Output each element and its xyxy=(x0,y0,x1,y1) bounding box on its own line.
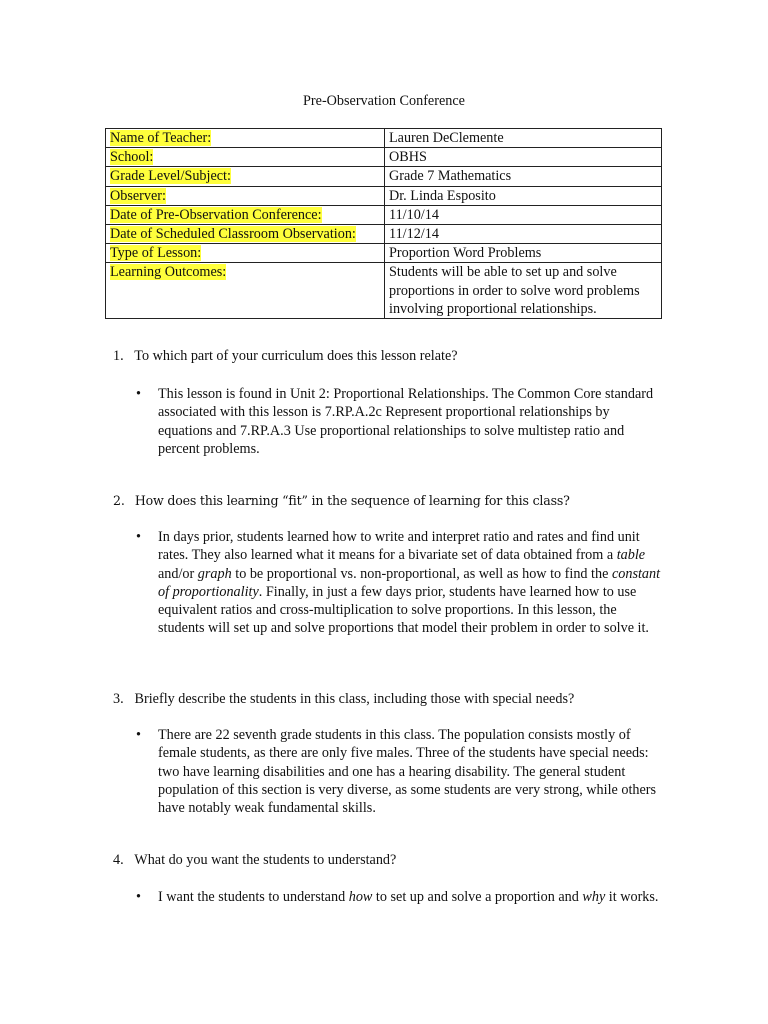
document-title: Pre-Observation Conference xyxy=(303,93,465,109)
row-label-teacher: Name of Teacher: xyxy=(110,130,212,146)
row-label-observer: Observer: xyxy=(110,187,166,204)
answer-text: In days prior, students learned how to write and interpret ratio and rates and find unit rates. They also learned what it means for a bivariate set of data obtained from a table and/or graph to be proportional vs. non-proportional, as well as how to find the constant of proportionality. Finally, in just a few days prior, students have learned how to use equivalent ratios and cross-multiplication to solve proportions. In this lesson, the students will set up and solve proportions that model their problem in order to solve it. xyxy=(158,529,661,637)
table-row xyxy=(106,167,662,186)
row-value-school: OBHS xyxy=(385,148,662,167)
row-value-learning-outcomes: Students will be able to set up and solve proportions in order to solve word problems involving proportional relationships. xyxy=(385,263,662,319)
question-text: What do you want the students to understand? xyxy=(134,852,397,868)
table-row xyxy=(106,186,662,205)
answer-text: I want the students to understand how to set up and solve a proportion and why it works. xyxy=(158,889,659,905)
table-row xyxy=(106,244,662,263)
answer-1 xyxy=(136,385,666,458)
row-value-observation-date: 11/12/14 xyxy=(385,225,662,244)
question-3 xyxy=(113,690,673,708)
table-row xyxy=(106,263,662,319)
conference-info-table xyxy=(105,128,662,319)
question-2 xyxy=(113,492,673,510)
row-label-lesson-type: Type of Lesson: xyxy=(110,245,202,262)
question-text: To which part of your curriculum does this lesson relate? xyxy=(134,348,458,364)
row-label-grade-subject: Grade Level/Subject: xyxy=(110,168,231,185)
table-row xyxy=(106,129,662,148)
question-number: 3. xyxy=(113,691,124,707)
bullet-icon: • xyxy=(136,889,141,905)
question-text: Briefly describe the students in this class, including those with special needs? xyxy=(134,691,575,707)
question-number: 4. xyxy=(113,852,124,868)
answer-3 xyxy=(136,726,666,817)
answer-text: This lesson is found in Unit 2: Proportional Relationships. The Common Core standard associated with this lesson is 7.RP.A.2c Represent proportional relationships by equations and 7.RP.A.3 Use proportional relationships to solve multistep ratio and percent problems. xyxy=(158,386,654,457)
row-value-conference-date: 11/10/14 xyxy=(385,205,662,224)
row-value-teacher: Lauren DeClemente xyxy=(385,129,662,148)
table-row xyxy=(106,205,662,224)
question-text: How does this learning “fit” in the sequence of learning for this class? xyxy=(134,493,570,508)
question-number: 2. xyxy=(113,493,125,508)
answer-text: There are 22 seventh grade students in this class. The population consists mostly of female students, as there are only five males. Three of the students have special needs: two have learning disabilities and one has a hearing disability. The general student population of this section is very diverse, as some students are very strong, while others have notably weak fundamental skills. xyxy=(158,727,657,817)
answer-2 xyxy=(136,528,666,638)
bullet-icon: • xyxy=(136,386,141,402)
table-row xyxy=(106,225,662,244)
bullet-icon: • xyxy=(136,727,141,743)
question-number: 1. xyxy=(113,348,124,364)
question-4 xyxy=(113,851,673,869)
table-row xyxy=(106,148,662,167)
question-1 xyxy=(113,347,673,365)
row-label-conference-date: Date of Pre-Observation Conference: xyxy=(110,206,322,223)
answer-4 xyxy=(136,888,666,906)
row-value-grade-subject: Grade 7 Mathematics xyxy=(385,167,662,186)
bullet-icon: • xyxy=(136,529,141,545)
row-label-observation-date: Date of Scheduled Classroom Observation: xyxy=(110,226,356,243)
row-value-observer: Dr. Linda Esposito xyxy=(385,186,662,205)
row-value-lesson-type: Proportion Word Problems xyxy=(385,244,662,263)
row-label-school: School: xyxy=(110,149,154,166)
row-label-learning-outcomes: Learning Outcomes: xyxy=(110,264,227,281)
